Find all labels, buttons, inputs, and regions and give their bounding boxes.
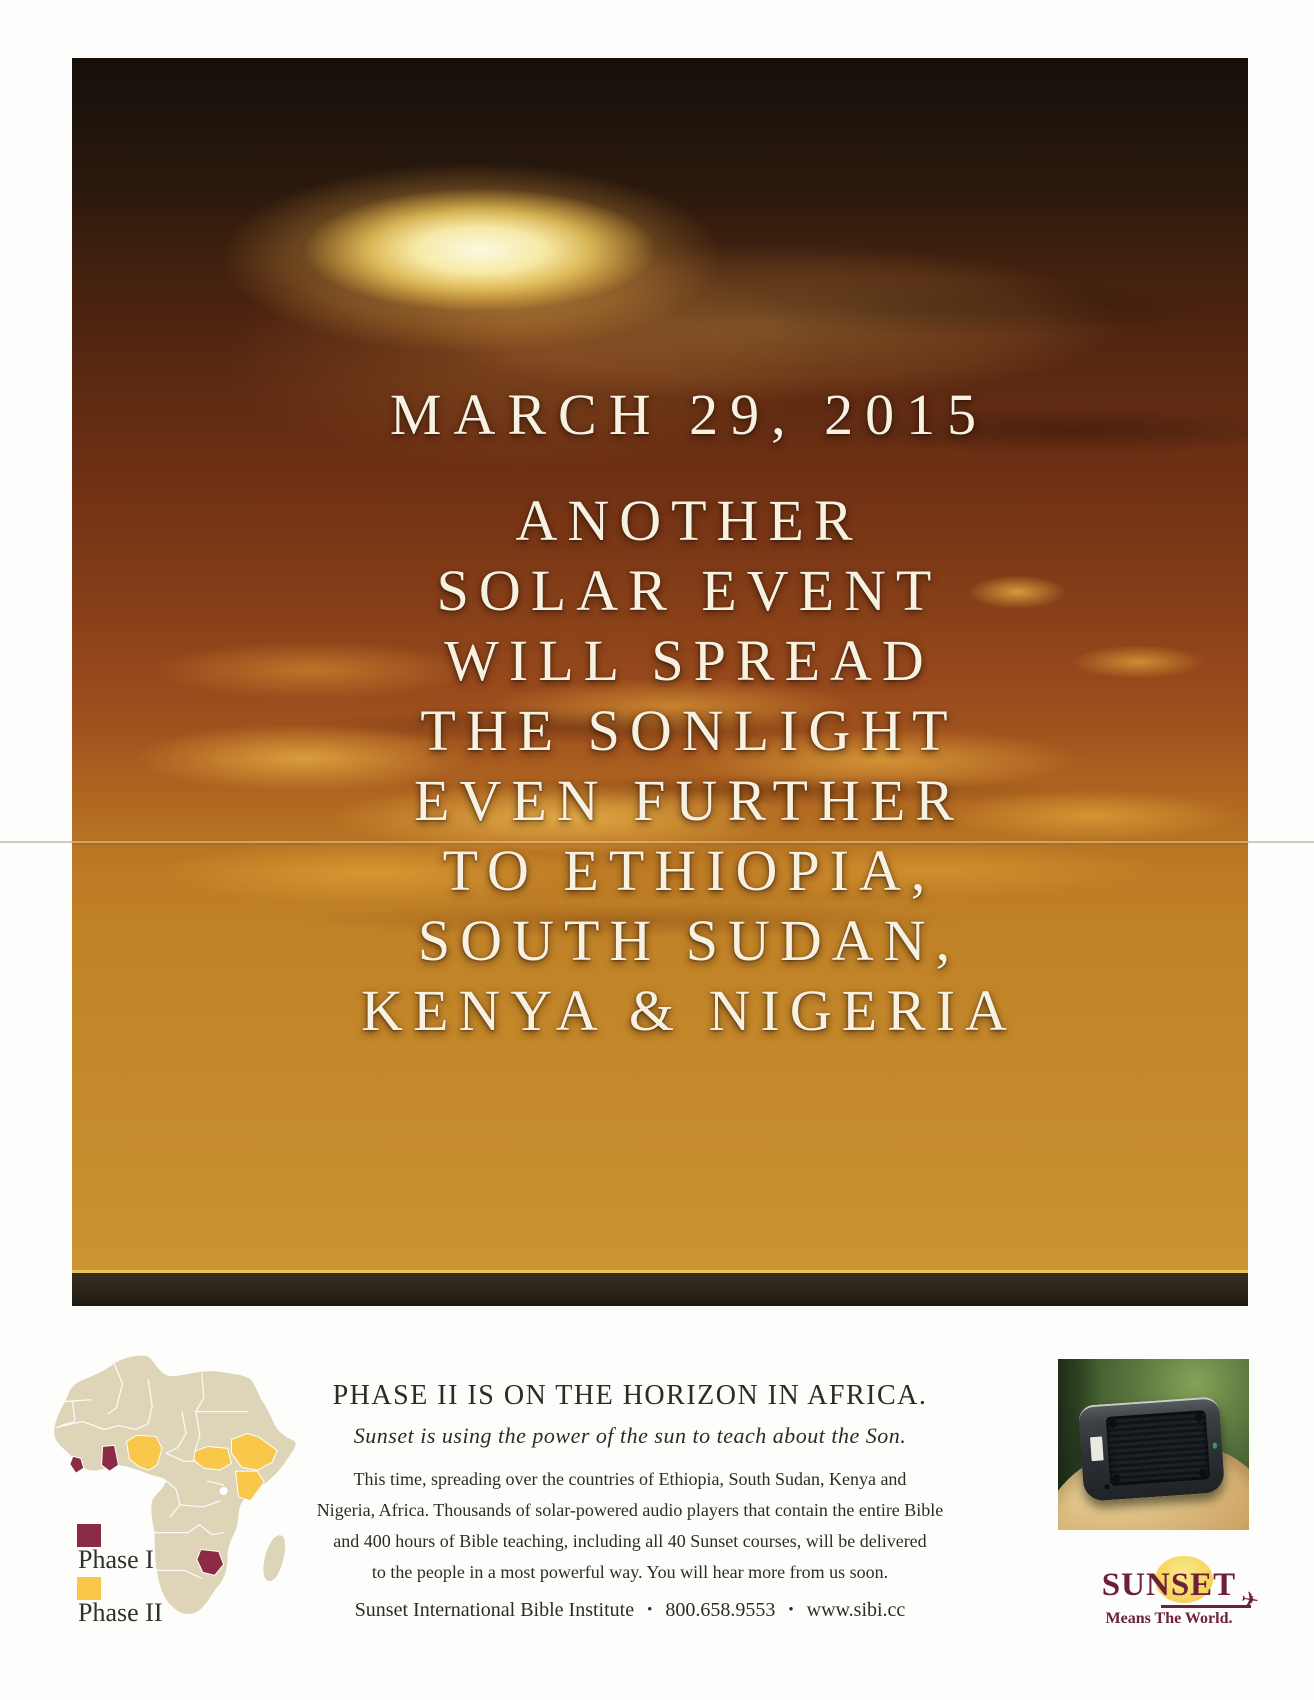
headline-line: WILL SPREAD [444,628,934,693]
info-body [287,1464,973,1588]
sunset-sky-photo [72,58,1248,1306]
fold-crease-right-margin [1248,841,1314,843]
website-url: www.sibi.cc [806,1599,906,1621]
madagascar [263,1535,285,1581]
body-line: This time, spreading over the countries of Ethiopia, South Sudan, Kenya and [353,1469,907,1489]
legend-swatch-phase2 [77,1577,101,1600]
poster-headline [101,380,1277,1046]
country-kenya [236,1471,265,1501]
sunset-logo [1083,1551,1261,1643]
bullet-separator: • [647,1602,653,1618]
fold-crease-left-margin [0,841,72,843]
solar-player-photo [1058,1359,1249,1530]
info-column [287,1380,973,1622]
headline-date: MARCH 29, 2015 [389,382,989,447]
solar-panel [1106,1410,1211,1486]
lake-victoria [220,1487,228,1495]
lanyard-hole [1104,1484,1109,1489]
headline-line: EVEN FURTHER [414,768,964,833]
bullet-separator: • [788,1602,794,1618]
legend-label-phase1: Phase I [78,1545,154,1574]
body-line: and 400 hours of Bible teaching, including all 40 Sunset courses, will be delivered [333,1531,927,1551]
logo-tagline: Means The World. [1105,1610,1233,1627]
sea-horizon-band [72,1270,1248,1306]
logo-wordmark: SUNSET [1101,1567,1237,1603]
contact-line [287,1599,973,1622]
logo-underline [1161,1586,1261,1614]
headline-line: ANOTHER [515,488,863,553]
led-indicator [1213,1442,1217,1448]
headline-line: KENYA & NIGERIA [361,978,1017,1043]
body-line: Nigeria, Africa. Thousands of solar-powered audio players that contain the entire Bible [316,1500,944,1520]
headline-line: TO ETHIOPIA, [442,838,936,903]
solar-audio-player [1078,1396,1225,1502]
info-title: PHASE II IS ON THE HORIZON IN AFRICA. [332,1380,928,1411]
phone-number: 800.658.9553 [665,1599,776,1621]
fold-crease [72,841,1248,843]
legend-label-phase2: Phase II [78,1598,163,1627]
org-name: Sunset International Bible Institute [354,1599,635,1621]
airplane-icon: ✈ [1239,1586,1261,1614]
fcc-label [1090,1436,1104,1461]
body-line: to the people in a most powerful way. You will hear more from us soon. [371,1562,889,1582]
headline-line: SOUTH SUDAN, [417,908,961,973]
legend-swatch-phase1 [77,1524,101,1547]
headline-line: THE SONLIGHT [420,698,958,763]
headline-line: SOLAR EVENT [436,558,942,623]
info-subtitle: Sunset is using the power of the sun to teach about the Son. [353,1423,907,1448]
